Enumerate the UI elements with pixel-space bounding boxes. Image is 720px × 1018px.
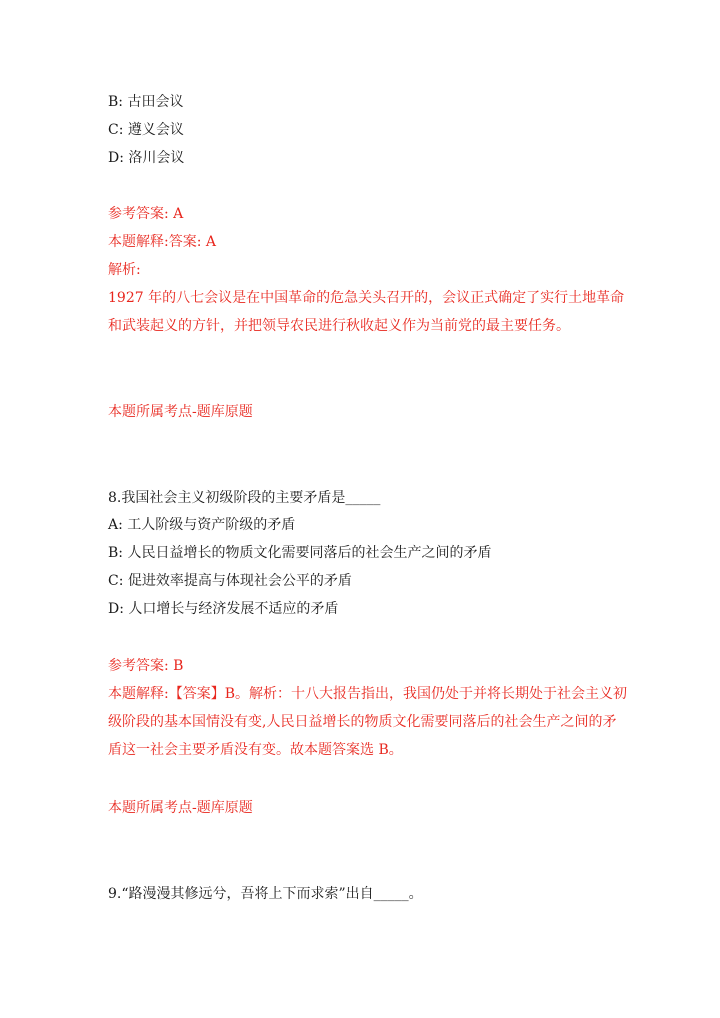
- q8-option-a: A: 工人阶级与资产阶级的矛盾: [108, 517, 296, 533]
- q8-source-note: 本题所属考点-题库原题: [108, 800, 253, 816]
- q8-option-d: D: 人口增长与经济发展不适应的矛盾: [108, 601, 339, 617]
- q7-explanation-label: 本题解释:答案: A: [108, 234, 216, 250]
- q7-answer: 参考答案: A: [108, 206, 184, 222]
- q8-explanation: 本题解释:【答案】B。解析：十八大报告指出，我国仍处于并将长期处于社会主义初级阶段的基本国情没有变,人民日益增长的物质文化需要同落后的社会生产之间的矛盾这一社会主要矛盾没有变。故本题答案选 B。: [108, 686, 628, 758]
- q7-analysis-label: 解析:: [108, 262, 141, 278]
- q7-option-d: D: 洛川会议: [108, 150, 185, 166]
- q8-answer: 参考答案: B: [108, 658, 184, 674]
- q7-analysis-text: 1927 年的八七会议是在中国革命的危急关头召开的，会议正式确定了实行土地革命和武装起义的方针，并把领导农民进行秋收起义作为当前党的最主要任务。: [108, 290, 625, 334]
- q7-option-b: B: 古田会议: [108, 94, 184, 110]
- q8-option-b: B: 人民日益增长的物质文化需要同落后的社会生产之间的矛盾: [108, 545, 492, 561]
- q7-option-c: C: 遵义会议: [108, 122, 184, 138]
- q9-question: 9.“路漫漫其修远兮，吾将上下而求索”出自_____。: [108, 886, 423, 902]
- q7-source-note: 本题所属考点-题库原题: [108, 404, 253, 420]
- q8-option-c: C: 促进效率提高与体现社会公平的矛盾: [108, 573, 352, 589]
- q8-question: 8.我国社会主义初级阶段的主要矛盾是_____: [108, 490, 381, 506]
